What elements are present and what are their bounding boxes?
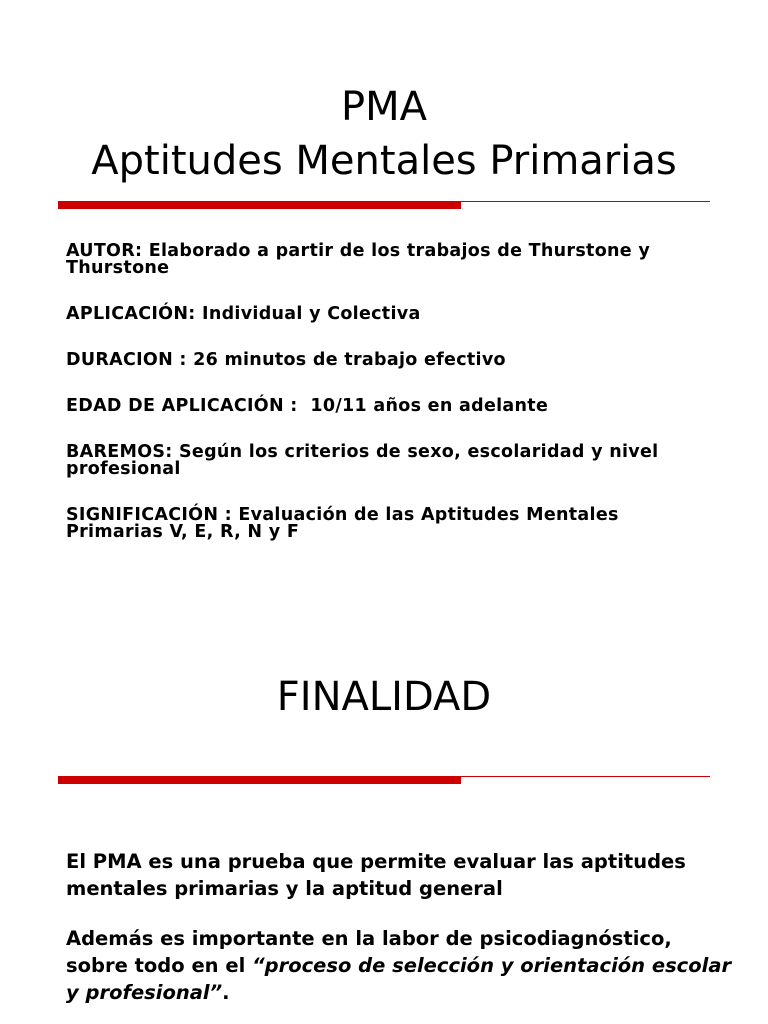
paragraph-end: . bbox=[222, 981, 230, 1004]
title-underline-rule bbox=[58, 774, 710, 784]
slide-title: FINALIDAD bbox=[276, 674, 492, 720]
detail-label: BAREMOS: bbox=[66, 442, 173, 462]
title-line-1: PMA bbox=[341, 84, 427, 130]
paragraph-emphasis: “proceso de selección y orientación escolar y profesional” bbox=[66, 954, 732, 1004]
detail-autor bbox=[66, 243, 706, 277]
slide-finalidad bbox=[0, 620, 768, 1024]
rule-thin-segment bbox=[461, 201, 710, 202]
detail-text: 10/11 años en adelante bbox=[297, 396, 549, 416]
rule-thin-segment bbox=[461, 776, 710, 777]
detail-text: Elaborado a partir de los trabajos de Thurstone y Thurstone bbox=[66, 241, 651, 278]
title-underline-rule bbox=[58, 199, 710, 209]
paragraph-lead: Además es importante en la labor de psicodiagnóstico, sobre todo en el bbox=[66, 927, 672, 977]
detail-text: Evaluación de las Aptitudes Mentales Primarias V, E, R, N y F bbox=[66, 505, 619, 542]
title-line-2: Aptitudes Mentales Primarias bbox=[91, 138, 677, 184]
slide-title bbox=[0, 80, 768, 188]
detail-edad-aplicacion bbox=[66, 398, 706, 415]
test-details-list bbox=[66, 243, 706, 570]
detail-label: DURACION : bbox=[66, 350, 187, 370]
finalidad-paragraph-2 bbox=[66, 925, 736, 1006]
detail-aplicacion bbox=[66, 306, 706, 323]
detail-label: APLICACIÓN: bbox=[66, 304, 196, 324]
detail-label: EDAD DE APLICACIÓN : bbox=[66, 396, 298, 416]
detail-text: Según los criterios de sexo, escolaridad y nivel profesional bbox=[66, 442, 659, 479]
detail-baremos bbox=[66, 444, 706, 478]
finalidad-paragraph-1: El PMA es una prueba que permite evaluar las aptitudes mentales primarias y la aptitud general bbox=[66, 850, 686, 900]
rule-thick-segment bbox=[58, 776, 461, 784]
detail-text: Individual y Colectiva bbox=[195, 304, 421, 324]
detail-significacion bbox=[66, 507, 706, 541]
detail-label: SIGNIFICACIÓN : bbox=[66, 505, 232, 525]
detail-label: AUTOR: bbox=[66, 241, 143, 261]
rule-thick-segment bbox=[58, 201, 461, 209]
detail-text: 26 minutos de trabajo efectivo bbox=[186, 350, 506, 370]
detail-duracion bbox=[66, 352, 706, 369]
finalidad-body bbox=[66, 848, 736, 1024]
